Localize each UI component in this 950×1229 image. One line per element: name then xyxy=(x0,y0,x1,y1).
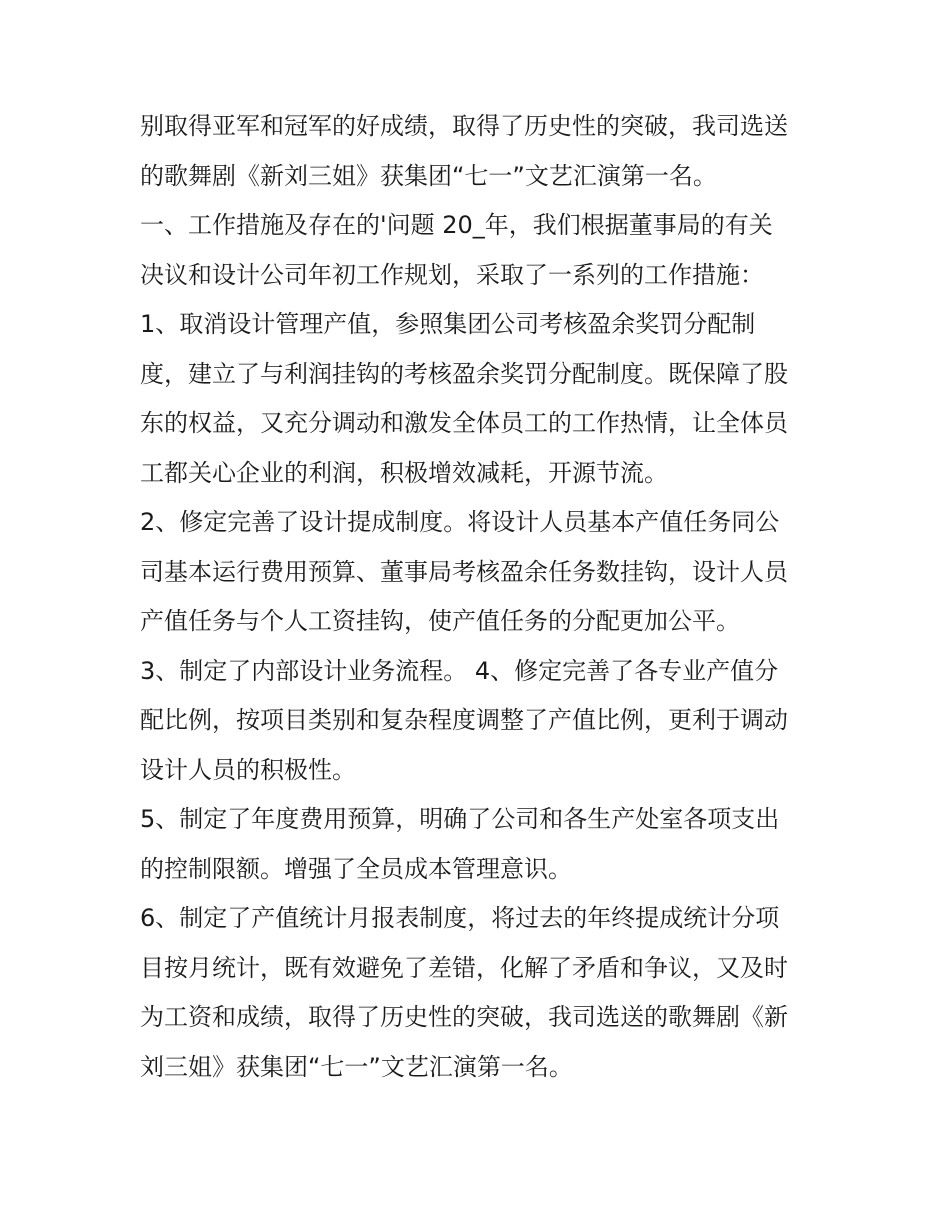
text-line: 6、制定了产值统计月报表制度，将过去的年终提成统计分项 xyxy=(140,904,780,932)
text-line: 的控制限额。增强了全员成本管理意识。 xyxy=(140,854,572,883)
text-line: 1、取消设计管理产值，参照集团公司考核盈余奖罚分配制 xyxy=(140,310,756,338)
text-line: 配比例，按项目类别和复杂程度调整了产值比例，更利于调动 xyxy=(140,706,788,734)
text-line: 的歌舞剧《新刘三姐》获集团“七一”文艺汇演第一名。 xyxy=(140,161,717,190)
text-line: 3、制定了内部设计业务流程。 4、修定完善了各专业产值分 xyxy=(140,656,779,685)
text-line: 目按月统计，既有效避免了差错，化解了矛盾和争议，又及时 xyxy=(140,953,788,982)
text-line: 东的权益，又充分调动和激发全体员工的工作热情，让全体员 xyxy=(140,409,788,437)
text-line: 司基本运行费用预算、董事局考核盈余任务数挂钩，设计人员 xyxy=(140,557,788,586)
text-line: 5、制定了年度费用预算，明确了公司和各生产处室各项支出 xyxy=(140,805,780,833)
text-line: 工都关心企业的利润，积极增效减耗，开源节流。 xyxy=(140,458,668,487)
document-body xyxy=(140,102,820,1092)
text-line: 2、修定完善了设计提成制度。将设计人员基本产值任务同公 xyxy=(140,508,780,536)
text-line: 决议和设计公司年初工作规划，采取了一系列的工作措施： xyxy=(140,260,764,289)
text-line: 别取得亚军和冠军的好成绩，取得了历史性的突破，我司选送 xyxy=(140,112,788,140)
text-line: 为工资和成绩，取得了历史性的突破，我司选送的歌舞剧《新 xyxy=(140,1003,788,1031)
text-line: 设计人员的积极性。 xyxy=(140,755,356,784)
text-line: 产值任务与个人工资挂钩，使产值任务的分配更加公平。 xyxy=(140,607,740,635)
text-line: 一、工作措施及存在的'问题 20_年，我们根据董事局的有关 xyxy=(140,211,773,239)
text-line: 刘三姐》获集团“七一”文艺汇演第一名。 xyxy=(140,1052,573,1081)
text-line: 度，建立了与利润挂钩的考核盈余奖罚分配制度。既保障了股 xyxy=(140,359,788,388)
